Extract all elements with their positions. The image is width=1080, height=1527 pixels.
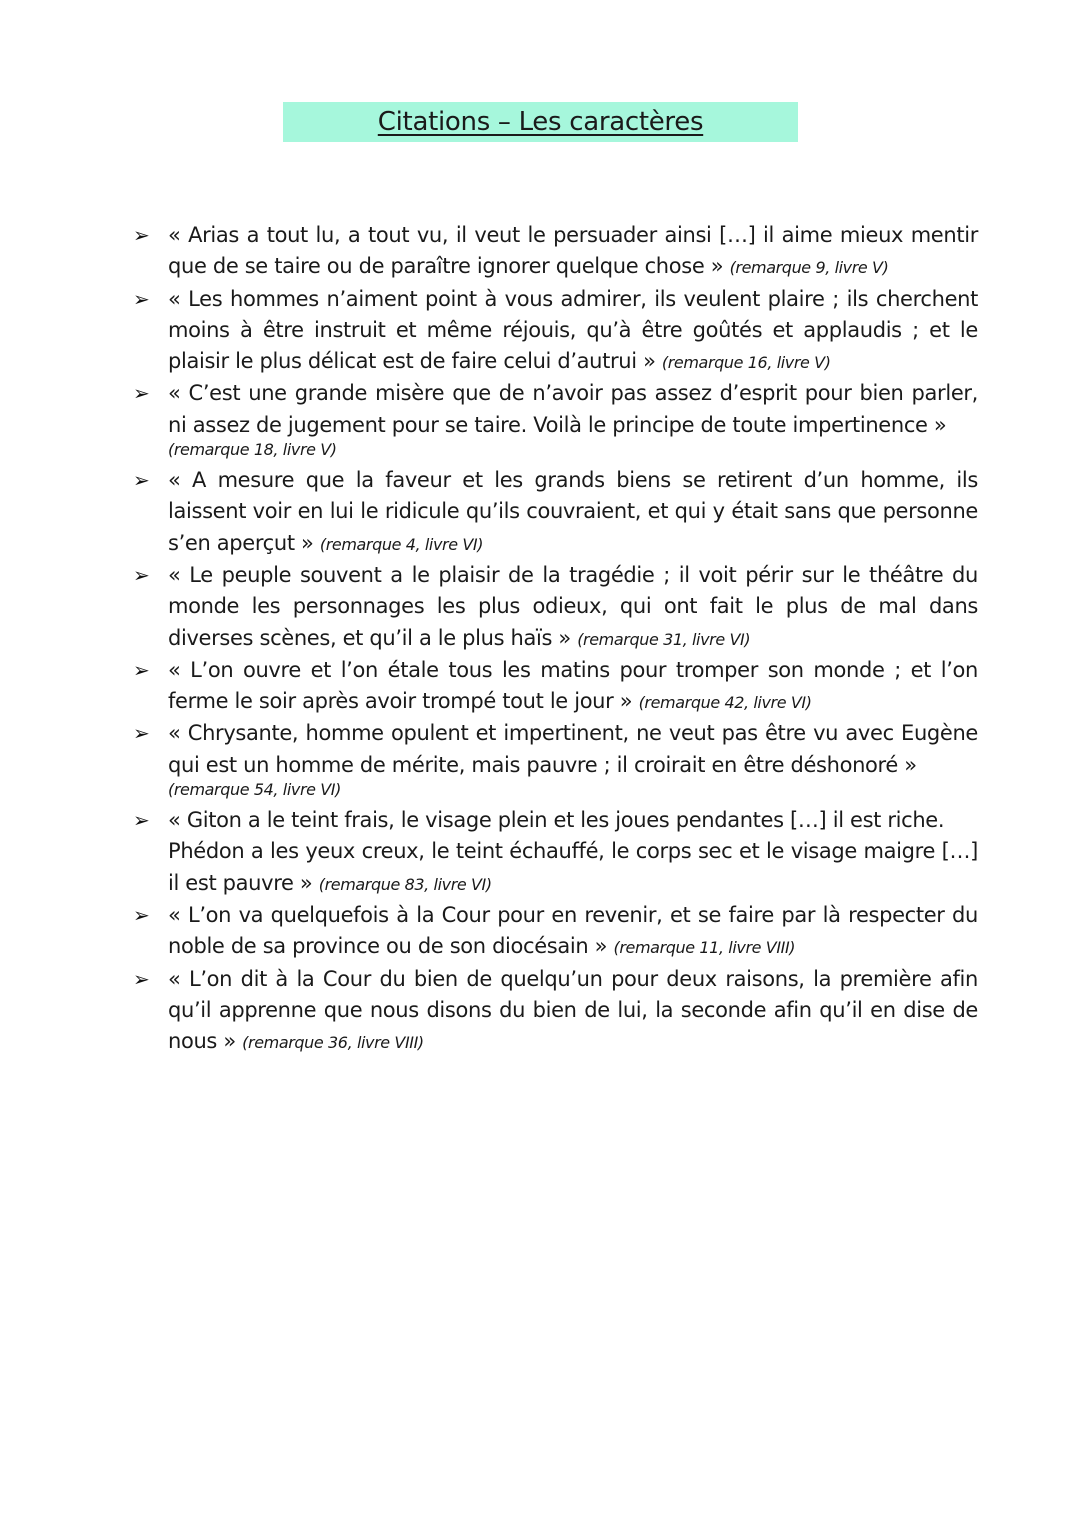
title-banner — [283, 102, 798, 142]
arrow-bullet-icon: ➢ — [133, 562, 150, 587]
arrow-bullet-icon: ➢ — [133, 468, 150, 493]
page-title: Citations – Les caractères — [377, 107, 704, 137]
quote-item — [133, 560, 978, 655]
arrow-bullet-icon: ➢ — [133, 902, 150, 927]
arrow-bullet-icon: ➢ — [133, 286, 150, 311]
quote-list — [133, 220, 978, 1058]
quote-text: « L’on dit à la Cour du bien de quelqu’un pour deux raisons, la première afin qu’il apprenne que nous disons du bien de lui, la seconde afin qu’il en dise de nous » — [168, 966, 978, 1054]
quote-item — [133, 805, 978, 900]
quote-reference: (remarque 11, livre VIII) — [613, 938, 796, 958]
quote-text: « Giton a le teint frais, le visage plein et les joues pendantes […] il est riche. — [168, 808, 945, 833]
quote-item — [133, 964, 978, 1059]
arrow-bullet-icon: ➢ — [133, 966, 150, 991]
quote-item — [133, 378, 978, 461]
quote-reference: (remarque 16, livre V) — [661, 353, 831, 373]
arrow-bullet-icon: ➢ — [133, 223, 150, 247]
quote-text: « A mesure que la faveur et les grands biens se retirent d’un homme, ils laissent voir en lui le ridicule qu’ils couvraient, et qui y était sans que personne s’en aperçut » — [168, 468, 978, 555]
quote-item — [133, 284, 978, 379]
quote-reference: (remarque 4, livre VI) — [319, 534, 484, 554]
quote-text: « C’est une grande misère que de n’avoir pas assez d’esprit pour bien parler, ni assez de jugement pour se taire. Voilà le principe de toute impertinence » — [168, 381, 978, 437]
quote-item — [133, 718, 978, 801]
arrow-bullet-icon: ➢ — [133, 657, 150, 682]
quote-text: « Chrysante, homme opulent et impertinent, ne veut pas être vu avec Eugène qui est un homme de mérite, mais pauvre ; il croirait en être déshonoré » — [168, 721, 978, 777]
quote-reference: (remarque 36, livre VIII) — [242, 1033, 424, 1053]
quote-text: « L’on ouvre et l’on étale tous les matins pour tromper son monde ; et l’on ferme le soir après avoir trompé tout le jour » — [168, 657, 978, 714]
quote-reference: (remarque 9, livre V) — [729, 258, 889, 278]
quote-text: « Les hommes n’aiment point à vous admirer, ils veulent plaire ; ils cherchent moins à être instruit et même réjouis, qu’à être goûtés et applaudis ; et le plaisir le plus délicat est de faire celui d’autrui » — [168, 286, 978, 374]
arrow-bullet-icon: ➢ — [133, 808, 150, 833]
arrow-bullet-icon: ➢ — [133, 381, 150, 406]
quote-text: « Arias a tout lu, a tout vu, il veut le persuader ainsi […] il aime mieux mentir que de se taire ou de paraître ignorer quelque chose » — [168, 223, 978, 279]
quote-reference: (remarque 31, livre VI) — [577, 629, 751, 649]
quote-item — [133, 900, 978, 964]
quote-reference: (remarque 54, livre VI) — [168, 780, 341, 800]
quote-item — [133, 655, 978, 719]
arrow-bullet-icon: ➢ — [133, 721, 150, 746]
quote-reference: (remarque 83, livre VI) — [318, 874, 492, 894]
quote-text-continued: Phédon a les yeux creux, le teint échauffé, le corps sec et le visage maigre […] il est pauvre » — [168, 839, 978, 895]
quote-reference: (remarque 18, livre V) — [168, 440, 337, 460]
quote-reference: (remarque 42, livre VI) — [638, 693, 812, 713]
quote-text: « L’on va quelquefois à la Cour pour en revenir, et se faire par là respecter du noble de sa province ou de son diocésain » — [168, 902, 978, 959]
quote-item — [133, 220, 978, 284]
quote-item — [133, 465, 978, 560]
quote-text: « Le peuple souvent a le plaisir de la tragédie ; il voit périr sur le théâtre du monde les personnages les plus odieux, qui ont fait le plus de mal dans diverses scènes, et qu’il a le plus haïs » — [168, 562, 978, 650]
